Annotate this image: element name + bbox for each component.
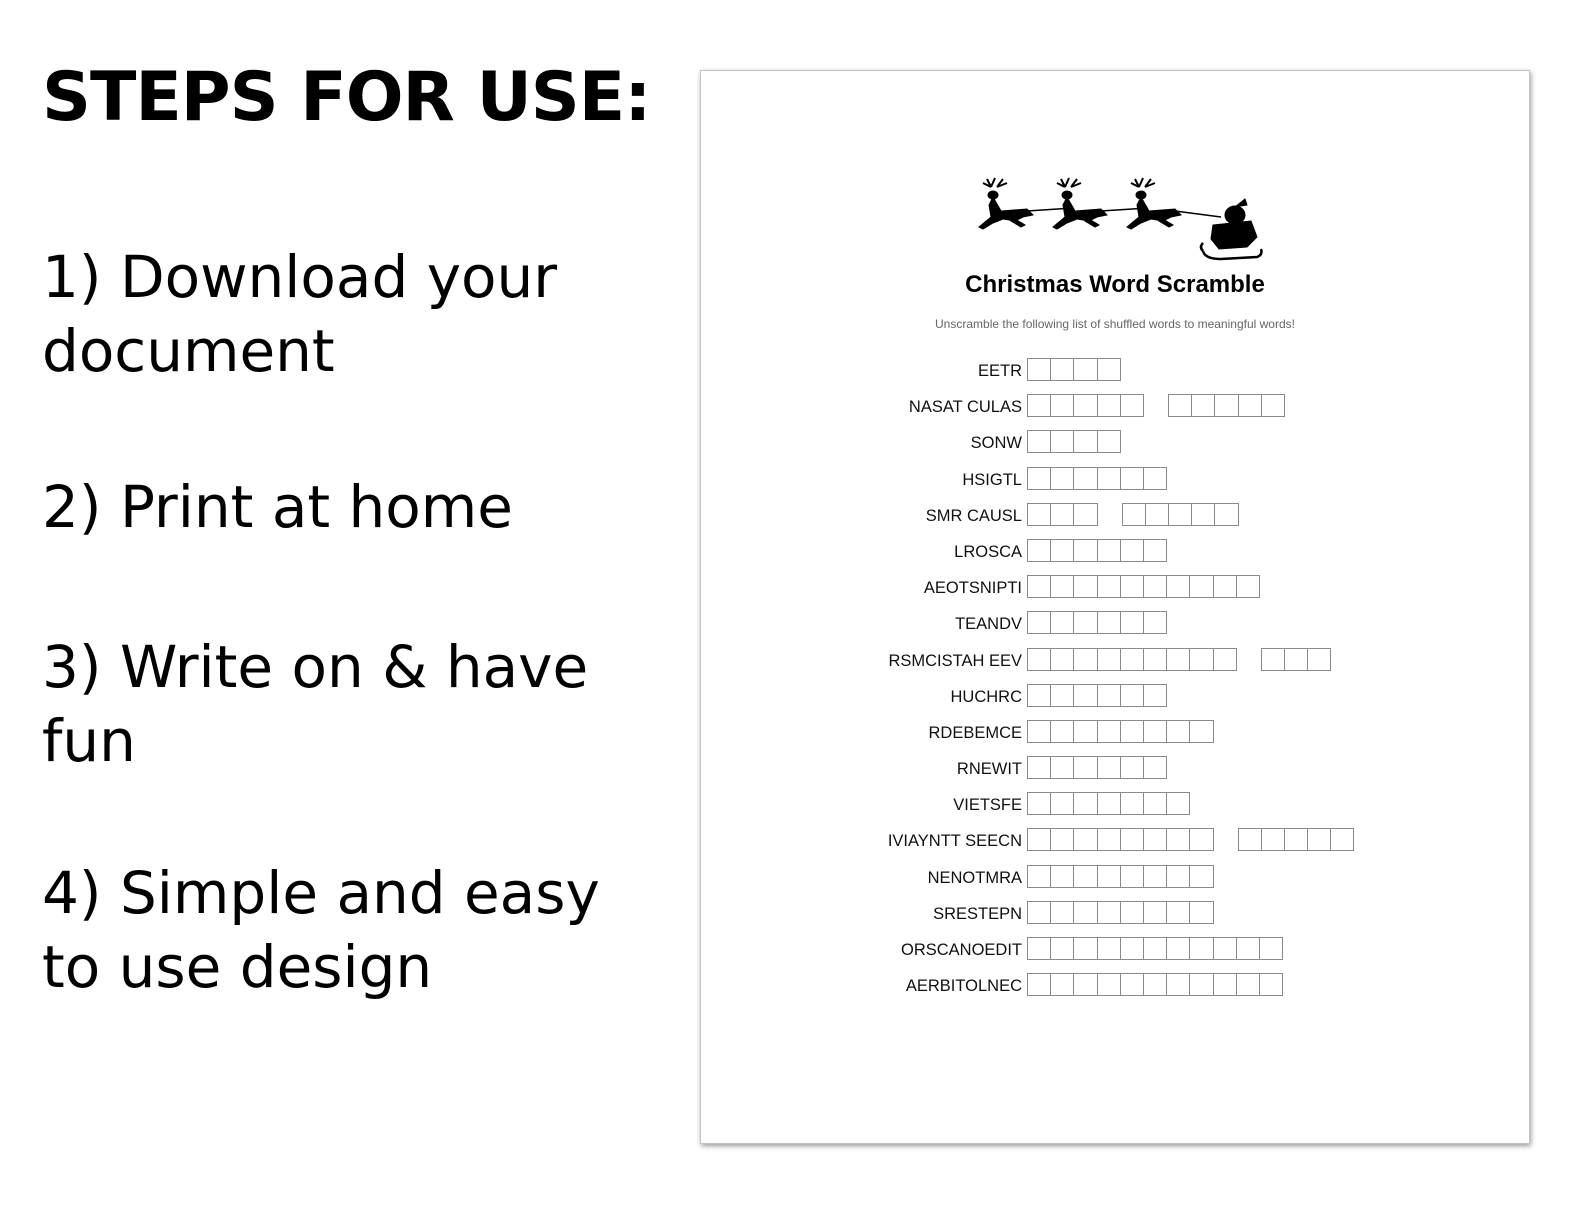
letter-box[interactable] — [1120, 828, 1143, 851]
step-3-line-1: 3) Write on & have — [42, 633, 589, 701]
letter-box[interactable] — [1259, 973, 1283, 996]
puzzle-row — [701, 937, 1529, 973]
answer-word-group — [1027, 828, 1214, 851]
letter-box[interactable] — [1143, 973, 1166, 996]
letter-box[interactable] — [1143, 611, 1167, 634]
answer-word-group — [1027, 720, 1214, 743]
reindeer-3 — [1127, 178, 1181, 229]
letter-box[interactable] — [1213, 575, 1236, 598]
letter-box[interactable] — [1213, 648, 1237, 671]
letter-box[interactable] — [1120, 684, 1143, 707]
letter-box[interactable] — [1120, 648, 1143, 671]
scrambled-word: RDEBEMCE — [928, 723, 1022, 742]
letter-box[interactable] — [1166, 648, 1189, 671]
answer-word-group — [1027, 648, 1237, 671]
puzzle-row — [701, 575, 1529, 611]
letter-box[interactable] — [1143, 467, 1167, 490]
steps-title: STEPS FOR USE: — [42, 58, 651, 137]
step-3 — [42, 630, 662, 778]
letter-box[interactable] — [1097, 973, 1120, 996]
letter-box[interactable] — [1073, 575, 1096, 598]
letter-box[interactable] — [1120, 937, 1143, 960]
scrambled-word: HUCHRC — [950, 687, 1022, 706]
letter-box[interactable] — [1143, 539, 1167, 562]
letter-box[interactable] — [1073, 611, 1096, 634]
letter-box[interactable] — [1189, 937, 1212, 960]
letter-box[interactable] — [1189, 865, 1213, 888]
letter-box[interactable] — [1050, 756, 1073, 779]
letter-box[interactable] — [1027, 503, 1050, 526]
letter-box[interactable] — [1073, 684, 1096, 707]
puzzle-row — [701, 901, 1529, 937]
answer-word-group — [1238, 828, 1355, 851]
letter-box[interactable] — [1120, 792, 1143, 815]
letter-box[interactable] — [1027, 684, 1050, 707]
letter-box[interactable] — [1073, 901, 1096, 924]
letter-box[interactable] — [1073, 430, 1096, 453]
step-4-line-2: to use design — [42, 933, 433, 1001]
letter-box[interactable] — [1120, 901, 1143, 924]
letter-box[interactable] — [1027, 756, 1050, 779]
answer-word-group — [1027, 358, 1121, 381]
letter-box[interactable] — [1166, 937, 1189, 960]
answer-boxes — [1027, 430, 1145, 453]
letter-box[interactable] — [1027, 430, 1050, 453]
letter-box[interactable] — [1259, 937, 1283, 960]
letter-box[interactable] — [1166, 865, 1189, 888]
puzzle-row — [701, 503, 1529, 539]
letter-box[interactable] — [1284, 648, 1307, 671]
puzzle-row — [701, 828, 1529, 864]
letter-box[interactable] — [1261, 394, 1285, 417]
scrambled-word: AERBITOLNEC — [905, 977, 1022, 996]
puzzle-row — [701, 611, 1529, 647]
letter-box[interactable] — [1097, 720, 1120, 743]
letter-box[interactable] — [1191, 394, 1214, 417]
scrambled-word: NASAT CULAS — [908, 398, 1022, 417]
letter-box[interactable] — [1050, 901, 1073, 924]
puzzle-row — [701, 430, 1529, 466]
letter-box[interactable] — [1307, 648, 1331, 671]
letter-box[interactable] — [1120, 575, 1143, 598]
letter-box[interactable] — [1097, 575, 1120, 598]
step-2-line-1: 2) Print at home — [42, 473, 513, 541]
letter-box[interactable] — [1027, 792, 1050, 815]
scrambled-word: VIETSFE — [953, 796, 1022, 815]
scrambled-word: RSMCISTAH EEV — [888, 651, 1022, 670]
letter-box[interactable] — [1073, 539, 1096, 562]
letter-box[interactable] — [1213, 937, 1236, 960]
letter-box[interactable] — [1097, 358, 1121, 381]
letter-box[interactable] — [1027, 467, 1050, 490]
letter-box[interactable] — [1120, 756, 1143, 779]
letter-box[interactable] — [1050, 467, 1073, 490]
puzzle-row — [701, 394, 1529, 430]
step-1-line-2: document — [42, 317, 335, 385]
letter-box[interactable] — [1027, 720, 1050, 743]
letter-box[interactable] — [1073, 358, 1096, 381]
letter-box[interactable] — [1073, 720, 1096, 743]
letter-box[interactable] — [1050, 684, 1073, 707]
puzzle-row — [701, 467, 1529, 503]
step-4 — [42, 856, 662, 1004]
letter-box[interactable] — [1097, 937, 1120, 960]
letter-box[interactable] — [1143, 828, 1166, 851]
puzzle-row — [701, 756, 1529, 792]
letter-box[interactable] — [1261, 648, 1284, 671]
letter-box[interactable] — [1050, 430, 1073, 453]
scrambled-word: HSIGTL — [962, 470, 1022, 489]
answer-word-group — [1027, 575, 1260, 598]
letter-box[interactable] — [1120, 467, 1143, 490]
answer-boxes — [1027, 358, 1145, 381]
answer-word-group — [1027, 503, 1098, 526]
answer-word-group — [1027, 865, 1214, 888]
letter-box[interactable] — [1097, 828, 1120, 851]
letter-box[interactable] — [1073, 648, 1096, 671]
reindeer-sleigh-icon — [963, 175, 1263, 265]
answer-word-group — [1261, 648, 1332, 671]
puzzle-row — [701, 539, 1529, 575]
letter-box[interactable] — [1097, 792, 1120, 815]
letter-box[interactable] — [1027, 611, 1050, 634]
letter-box[interactable] — [1168, 503, 1191, 526]
letter-box[interactable] — [1027, 828, 1050, 851]
worksheet-title: Christmas Word Scramble — [965, 271, 1265, 298]
answer-word-group — [1168, 394, 1285, 417]
letter-box[interactable] — [1145, 503, 1168, 526]
letter-box[interactable] — [1189, 828, 1213, 851]
answer-boxes — [1027, 467, 1191, 490]
letter-box[interactable] — [1143, 575, 1166, 598]
scrambled-word: LROSCA — [954, 542, 1022, 561]
answer-boxes — [1027, 684, 1191, 707]
answer-word-group — [1027, 792, 1190, 815]
letter-box[interactable] — [1120, 720, 1143, 743]
letter-box[interactable] — [1073, 937, 1096, 960]
letter-box[interactable] — [1214, 503, 1238, 526]
letter-box[interactable] — [1050, 828, 1073, 851]
letter-box[interactable] — [1189, 901, 1213, 924]
letter-box[interactable] — [1143, 937, 1166, 960]
answer-boxes — [1027, 973, 1307, 996]
letter-box[interactable] — [1330, 828, 1354, 851]
answer-word-group — [1027, 611, 1167, 634]
letter-box[interactable] — [1050, 973, 1073, 996]
answer-word-group — [1027, 394, 1144, 417]
letter-box[interactable] — [1168, 394, 1191, 417]
letter-box[interactable] — [1050, 394, 1073, 417]
letter-box[interactable] — [1097, 756, 1120, 779]
letter-box[interactable] — [1073, 792, 1096, 815]
letter-box[interactable] — [1027, 648, 1050, 671]
answer-word-group — [1027, 430, 1121, 453]
puzzle-row — [701, 684, 1529, 720]
puzzle-row — [701, 358, 1529, 394]
letter-box[interactable] — [1166, 792, 1190, 815]
scrambled-word: ORSCANOEDIT — [900, 941, 1022, 959]
letter-box[interactable] — [1097, 611, 1120, 634]
letter-box[interactable] — [1191, 503, 1214, 526]
letter-box[interactable] — [1238, 828, 1261, 851]
letter-box[interactable] — [1189, 575, 1212, 598]
puzzle-row — [701, 973, 1529, 1009]
scrambled-word: NENOTMRA — [927, 868, 1022, 887]
scrambled-word: SMR CAUSL — [925, 506, 1022, 525]
answer-boxes — [1027, 539, 1191, 562]
sleigh — [1201, 199, 1262, 259]
step-3-line-2: fun — [42, 707, 136, 775]
answer-word-group — [1027, 973, 1283, 996]
letter-box[interactable] — [1027, 539, 1050, 562]
puzzle-row — [701, 648, 1529, 684]
answer-word-group — [1027, 756, 1167, 779]
letter-box[interactable] — [1120, 394, 1144, 417]
letter-box[interactable] — [1027, 973, 1050, 996]
answer-word-group — [1027, 937, 1283, 960]
letter-box[interactable] — [1261, 828, 1284, 851]
letter-box[interactable] — [1120, 539, 1143, 562]
answer-boxes — [1027, 575, 1284, 598]
reindeer-2 — [1053, 178, 1107, 229]
letter-box[interactable] — [1166, 720, 1189, 743]
letter-box[interactable] — [1027, 358, 1050, 381]
answer-boxes — [1027, 648, 1355, 671]
letter-box[interactable] — [1122, 503, 1145, 526]
scrambled-word: IVIAYNTT SEECN — [887, 832, 1022, 851]
letter-box[interactable] — [1166, 828, 1189, 851]
letter-box[interactable] — [1166, 575, 1189, 598]
letter-box[interactable] — [1027, 865, 1050, 888]
letter-box[interactable] — [1050, 792, 1073, 815]
letter-box[interactable] — [1097, 539, 1120, 562]
puzzle-row — [701, 720, 1529, 756]
answer-word-group — [1027, 467, 1167, 490]
answer-boxes — [1027, 828, 1378, 851]
puzzle-list — [701, 358, 1529, 1009]
letter-box[interactable] — [1143, 720, 1166, 743]
step-2 — [42, 470, 662, 544]
letter-box[interactable] — [1050, 503, 1073, 526]
letter-box[interactable] — [1214, 394, 1237, 417]
letter-box[interactable] — [1143, 901, 1166, 924]
letter-box[interactable] — [1073, 467, 1096, 490]
answer-boxes — [1027, 865, 1238, 888]
letter-box[interactable] — [1097, 467, 1120, 490]
answer-boxes — [1027, 901, 1238, 924]
worksheet-subtitle: Unscramble the following list of shuffled words to meaningful words! — [935, 317, 1295, 331]
letter-box[interactable] — [1073, 503, 1097, 526]
letter-box[interactable] — [1143, 756, 1167, 779]
letter-box[interactable] — [1213, 973, 1236, 996]
scrambled-word: RNEWIT — [956, 760, 1022, 779]
letter-box[interactable] — [1027, 937, 1050, 960]
letter-box[interactable] — [1307, 828, 1330, 851]
letter-box[interactable] — [1027, 394, 1050, 417]
letter-box[interactable] — [1027, 901, 1050, 924]
letter-box[interactable] — [1097, 865, 1120, 888]
letter-box[interactable] — [1050, 611, 1073, 634]
puzzle-row — [701, 865, 1529, 901]
letter-box[interactable] — [1073, 756, 1096, 779]
letter-box[interactable] — [1189, 720, 1213, 743]
letter-box[interactable] — [1236, 973, 1259, 996]
letter-box[interactable] — [1027, 575, 1050, 598]
letter-box[interactable] — [1073, 865, 1096, 888]
answer-word-group — [1027, 684, 1167, 707]
puzzle-row — [701, 792, 1529, 828]
answer-boxes — [1027, 394, 1309, 417]
letter-box[interactable] — [1073, 394, 1096, 417]
answer-boxes — [1027, 503, 1263, 526]
letter-box[interactable] — [1284, 828, 1307, 851]
step-4-line-1: 4) Simple and easy — [42, 859, 600, 927]
letter-box[interactable] — [1050, 937, 1073, 960]
letter-box[interactable] — [1050, 539, 1073, 562]
letter-box[interactable] — [1097, 648, 1120, 671]
letter-box[interactable] — [1097, 684, 1120, 707]
scrambled-word: SONW — [970, 434, 1022, 453]
step-1 — [42, 240, 662, 388]
steps-panel — [42, 58, 652, 1001]
letter-box[interactable] — [1143, 648, 1166, 671]
answer-boxes — [1027, 937, 1307, 960]
letter-box[interactable] — [1236, 937, 1259, 960]
answer-word-group — [1027, 539, 1167, 562]
reindeer-1 — [979, 178, 1033, 229]
letter-box[interactable] — [1050, 358, 1073, 381]
letter-box[interactable] — [1097, 394, 1120, 417]
letter-box[interactable] — [1097, 430, 1121, 453]
letter-box[interactable] — [1166, 901, 1189, 924]
letter-box[interactable] — [1189, 648, 1212, 671]
answer-word-group — [1027, 901, 1214, 924]
scrambled-word: SRESTEPN — [933, 904, 1022, 923]
letter-box[interactable] — [1166, 973, 1189, 996]
answer-boxes — [1027, 611, 1191, 634]
step-1-line-1: 1) Download your — [42, 243, 558, 311]
letter-box[interactable] — [1050, 648, 1073, 671]
scrambled-word: AEOTSNIPTI — [923, 579, 1022, 598]
worksheet-page — [700, 70, 1530, 1144]
letter-box[interactable] — [1238, 394, 1261, 417]
answer-boxes — [1027, 756, 1191, 779]
letter-box[interactable] — [1120, 611, 1143, 634]
letter-box[interactable] — [1120, 865, 1143, 888]
letter-box[interactable] — [1073, 973, 1096, 996]
letter-box[interactable] — [1143, 684, 1167, 707]
answer-boxes — [1027, 720, 1238, 743]
letter-box[interactable] — [1097, 901, 1120, 924]
letter-box[interactable] — [1143, 865, 1166, 888]
answer-boxes — [1027, 792, 1214, 815]
letter-box[interactable] — [1050, 720, 1073, 743]
scrambled-word: TEANDV — [955, 615, 1022, 634]
letter-box[interactable] — [1236, 575, 1260, 598]
scrambled-word: EETR — [977, 362, 1022, 380]
letter-box[interactable] — [1050, 865, 1073, 888]
letter-box[interactable] — [1073, 828, 1096, 851]
letter-box[interactable] — [1143, 792, 1166, 815]
letter-box[interactable] — [1050, 575, 1073, 598]
answer-word-group — [1122, 503, 1239, 526]
letter-box[interactable] — [1189, 973, 1212, 996]
letter-box[interactable] — [1120, 973, 1143, 996]
